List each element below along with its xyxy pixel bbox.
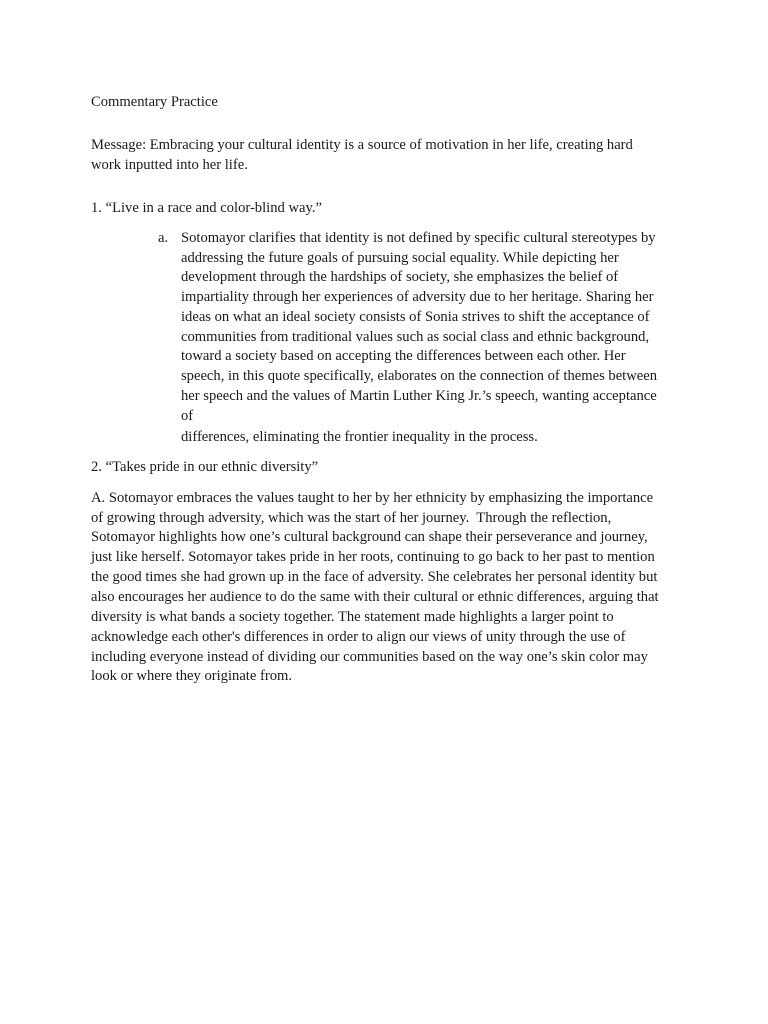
item1-line: Sotomayor clarifies that identity is not defined by specific cultural stereotypes by <box>181 230 656 246</box>
item2-line: of growing through adversity, which was the start of her journey. Through the reflection, <box>91 510 612 526</box>
item1-line: differences, eliminating the frontier inequality in the process. <box>181 429 538 445</box>
item1-marker: a. <box>158 230 169 246</box>
item2-line: just like herself. Sotomayor takes pride in her roots, continuing to go back to her past to mention <box>91 549 655 565</box>
item1-line: development through the hardships of society, she emphasizes the belief of <box>181 269 619 285</box>
item1-line: speech, in this quote specifically, elaborates on the connection of themes between <box>181 368 658 384</box>
item1-line: impartiality through her experiences of adversity due to her heritage. Sharing her <box>181 289 654 305</box>
item1-heading: 1. “Live in a race and color-blind way.” <box>91 200 322 216</box>
document-title: Commentary Practice <box>91 94 218 110</box>
message-line: work inputted into her life. <box>91 157 248 173</box>
item2-line: including everyone instead of dividing our communities based on the way one’s skin color may <box>91 649 648 665</box>
item1-line: her speech and the values of Martin Luther King Jr.’s speech, wanting acceptance <box>181 388 657 404</box>
item1-line: addressing the future goals of pursuing social equality. While depicting her <box>181 250 619 266</box>
item2-line: also encourages her audience to do the same with their cultural or ethnic differences, arguing that <box>91 589 659 605</box>
item2-line: diversity is what bands a society together. The statement made highlights a larger point to <box>91 609 614 625</box>
item1-line: communities from traditional values such as social class and ethnic background, <box>181 329 650 345</box>
item1-line: toward a society based on accepting the differences between each other. Her <box>181 348 626 364</box>
item2-line: A. Sotomayor embraces the values taught to her by her ethnicity by emphasizing the importance <box>91 490 654 506</box>
item2-line: look or where they originate from. <box>91 668 293 684</box>
item2-line: acknowledge each other's differences in order to align our views of unity through the use of <box>91 629 626 645</box>
item1-line: of <box>181 408 194 424</box>
item2-line: the good times she had grown up in the face of adversity. She celebrates her personal identity but <box>91 569 658 585</box>
item2-heading: 2. “Takes pride in our ethnic diversity” <box>91 459 319 475</box>
message-line: Message: Embracing your cultural identity is a source of motivation in her life, creating hard <box>91 137 633 153</box>
item1-line: ideas on what an ideal society consists of Sonia strives to shift the acceptance of <box>181 309 650 325</box>
item2-line: Sotomayor highlights how one’s cultural background can shape their perseverance and journey, <box>91 529 648 545</box>
